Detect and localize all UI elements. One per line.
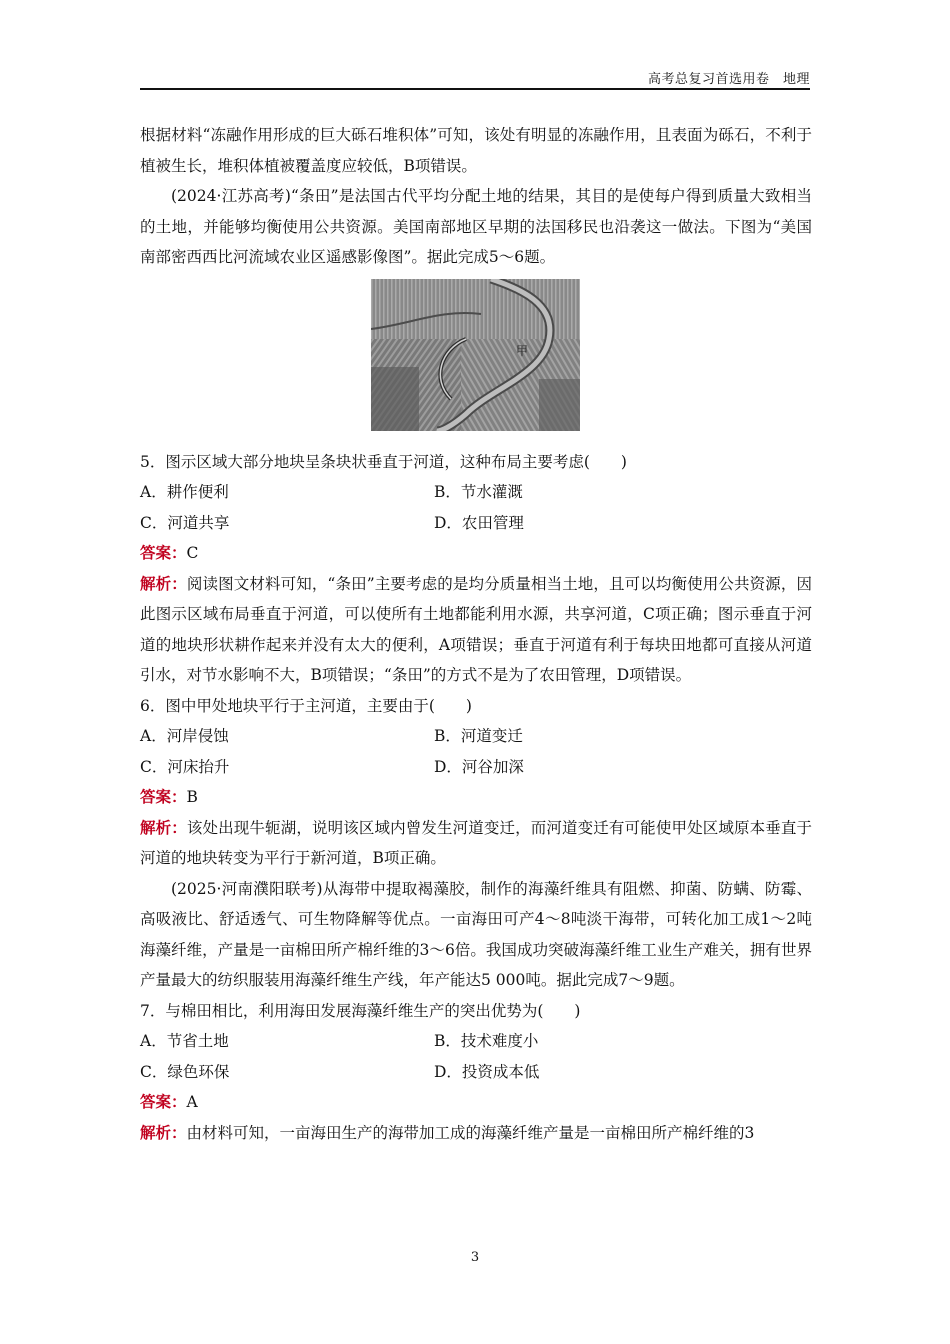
header-rule <box>140 88 810 90</box>
page-number: 3 <box>470 1250 480 1265</box>
question-7-options-row-2 <box>140 1057 812 1088</box>
figure-label-jia: 甲 <box>516 343 529 358</box>
material-paragraph-7-9: (2025·河南濮阳联考)从海带中提取褐藻胶，制作的海藻纤维具有阻燃、抑菌、防螨、防霉、高吸液比、舒适透气、可生物降解等优点。一亩海田可产4～8吨淡干海带，可转化加工成1～2吨海藻纤维，产量是一亩棉田所产棉纤维的3～6倍。我国成功突破海藻纤维工业生产难关，拥有世界产量最大的纺织服装用海藻纤维生产线，年产能达5 000吨。据此完成7～9题。 <box>140 879 812 989</box>
question-6-analysis <box>140 813 812 874</box>
analysis-text: 该处出现牛轭湖，说明该区域内曾发生河道变迁，而河道变迁有可能使甲处区域原本垂直于河道的地块转变为平行于新河道，B项正确。 <box>140 818 812 867</box>
answer-label: 答案： <box>140 543 187 562</box>
q5-option-d: D．农田管理 <box>434 513 524 532</box>
material-paragraph-5-6: (2024·江苏高考)“条田”是法国古代平均分配土地的结果，其目的是使每户得到质量大致相当的土地，并能够均衡使用公共资源。美国南部地区早期的法国移民也沿袭这一做法。下图为“美国南部密西西比河流域农业区遥感影像图”。据此完成5～6题。 <box>140 187 812 266</box>
q5-option-a: A．耕作便利 <box>140 483 229 501</box>
figure-container <box>140 279 812 439</box>
q5-option-c: C．河道共享 <box>140 513 230 532</box>
analysis-label: 解析： <box>140 573 187 593</box>
question-7-stem: 7．与棉田相比，利用海田发展海藻纤维生产的突出优势为( ) <box>140 1001 581 1020</box>
q7-option-d: D．投资成本低 <box>434 1062 540 1081</box>
question-6-stem: 6．图中甲处地块平行于主河道，主要由于( ) <box>140 696 472 715</box>
question-5-analysis <box>140 569 812 691</box>
answer-label: 答案： <box>140 1092 187 1111</box>
q6-option-d: D．河谷加深 <box>434 757 524 776</box>
answer-value: A <box>186 1093 198 1111</box>
running-header: 高考总复习首选用卷 地理 <box>647 72 810 87</box>
analysis-text: 由材料可知，一亩海田生产的海带加工成的海藻纤维产量是一亩棉田所产棉纤维的3 <box>186 1123 755 1142</box>
paragraph-continuation: 根据材料“冻融作用形成的巨大砾石堆积体”可知，该处有明显的冻融作用，且表面为砾石，不利于植被生长，堆积体植被覆盖度应较低，B项错误。 <box>140 126 812 175</box>
question-6-answer <box>140 782 812 813</box>
satellite-image-mississippi <box>371 279 580 431</box>
q6-option-a: A．河岸侵蚀 <box>140 727 229 745</box>
answer-value: B <box>186 788 198 806</box>
q6-option-c: C．河床抬升 <box>140 757 230 776</box>
q7-option-a: A．节省土地 <box>140 1032 229 1050</box>
question-7-analysis <box>140 1118 812 1149</box>
question-5-options-row-2 <box>140 508 812 539</box>
q7-option-c: C．绿色环保 <box>140 1062 230 1081</box>
question-6-options-row-1 <box>140 721 812 752</box>
analysis-label: 解析： <box>140 1122 187 1142</box>
question-5-options-row-1 <box>140 477 812 508</box>
question-5-answer <box>140 538 812 569</box>
page-content <box>140 120 812 1148</box>
analysis-label: 解析： <box>140 817 187 837</box>
answer-value: C <box>186 544 199 562</box>
q6-option-b: B．河道变迁 <box>434 727 523 745</box>
question-7-answer <box>140 1087 812 1118</box>
question-5-stem: 5．图示区域大部分地块呈条块状垂直于河道，这种布局主要考虑( ) <box>140 452 627 471</box>
q5-option-b: B．节水灌溉 <box>434 483 523 501</box>
q7-option-b: B．技术难度小 <box>434 1032 539 1050</box>
question-6-options-row-2 <box>140 752 812 783</box>
question-7-options-row-1 <box>140 1026 812 1057</box>
answer-label: 答案： <box>140 787 187 806</box>
analysis-text: 阅读图文材料可知，“条田”主要考虑的是均分质量相当土地，且可以均衡使用公共资源，因此图示区域布局垂直于河道，可以使所有土地都能利用水源，共享河道，C项正确；图示垂直于河道的地块形状耕作起来并没有太大的便利，A项错误；垂直于河道有利于每块田地都可直接从河道引水，对节水影响不大，B项错误；“条田”的方式不是为了农田管理，D项错误。 <box>140 574 812 684</box>
